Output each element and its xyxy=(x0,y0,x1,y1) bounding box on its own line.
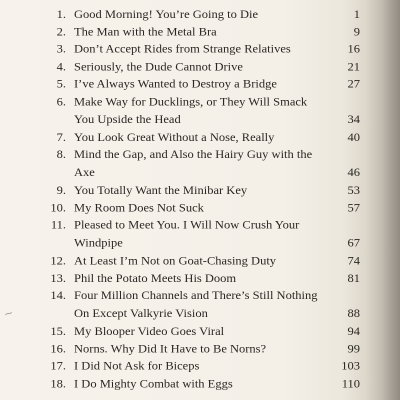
chapter-title: Phil the Potato Meets His Doom xyxy=(74,271,237,285)
chapter-page-number: 40 xyxy=(347,130,360,144)
chapter-title: I’ve Always Wanted to Destroy a Bridge xyxy=(74,77,277,91)
chapter-number: 15. xyxy=(50,325,66,338)
chapter-page-number: 53 xyxy=(347,183,360,197)
toc-entry xyxy=(0,252,400,270)
toc-entry xyxy=(0,75,400,93)
chapter-page-number: 94 xyxy=(347,325,360,338)
toc-entry xyxy=(0,375,400,393)
toc-entry xyxy=(0,92,400,128)
chapter-page-number: 110 xyxy=(341,377,360,390)
chapter-number: 10. xyxy=(50,201,66,214)
toc-entry xyxy=(0,199,400,217)
chapter-title: At Least I’m Not on Goat-Chasing Duty xyxy=(74,254,277,267)
toc-entry xyxy=(0,40,400,58)
toc-entry xyxy=(0,287,400,323)
toc-entry xyxy=(0,357,400,375)
chapter-title: You Look Great Without a Nose, Really xyxy=(74,130,275,144)
chapter-number: 6. xyxy=(56,95,66,108)
chapter-number: 3. xyxy=(56,42,66,56)
chapter-page-number: 1 xyxy=(353,8,360,21)
chapter-title: Seriously, the Dude Cannot Drive xyxy=(74,60,243,73)
toc-entry xyxy=(0,322,400,340)
chapter-number: 18. xyxy=(50,377,66,390)
chapter-number: 2. xyxy=(56,25,66,38)
toc-entry xyxy=(0,128,400,146)
chapter-title: Don’t Accept Rides from Strange Relatives xyxy=(74,42,291,56)
chapter-number: 13. xyxy=(50,271,66,285)
chapter-title: I Did Not Ask for Biceps xyxy=(74,359,200,373)
chapter-page-number: 9 xyxy=(353,25,360,38)
chapter-number: 12. xyxy=(50,254,66,267)
chapter-number: 16. xyxy=(50,342,66,355)
chapter-title: You Totally Want the Minibar Key xyxy=(74,183,248,197)
chapter-number: 11. xyxy=(50,218,66,232)
chapter-number: 8. xyxy=(56,148,66,161)
chapter-title: My Room Does Not Suck xyxy=(74,201,204,214)
toc-entry xyxy=(0,146,400,182)
chapter-title: Four Million Channels and There’s Still Nothing On Except Valkyrie Vision xyxy=(74,289,318,320)
chapter-page-number: 57 xyxy=(347,201,360,214)
chapter-page-number: 81 xyxy=(347,271,360,285)
toc-entry xyxy=(0,5,400,23)
chapter-page-number: 16 xyxy=(347,42,360,56)
chapter-title: Pleased to Meet You. I Will Now Crush Your Windpipe xyxy=(74,218,300,250)
chapter-page-number: 67 xyxy=(347,236,360,250)
chapter-title: Make Way for Ducklings, or They Will Smack You Upside the Head xyxy=(74,95,308,126)
chapter-page-number: 74 xyxy=(347,254,360,267)
chapter-title: Good Morning! You’re Going to Die xyxy=(74,8,259,21)
chapter-title: Norns. Why Did It Have to Be Norns? xyxy=(74,342,267,355)
chapter-title: Mind the Gap, and Also the Hairy Guy with the Axe xyxy=(74,148,313,179)
chapter-page-number: 46 xyxy=(347,166,360,179)
toc-entry xyxy=(0,269,400,287)
chapter-title: I Do Mighty Combat with Eggs xyxy=(74,377,233,390)
chapter-title: My Blooper Video Goes Viral xyxy=(74,325,225,338)
toc-entry xyxy=(0,23,400,41)
chapter-number: 17. xyxy=(50,359,66,373)
chapter-page-number: 103 xyxy=(341,359,360,373)
chapter-page-number: 34 xyxy=(347,112,360,126)
toc-entry xyxy=(0,340,400,358)
chapter-number: 9. xyxy=(56,183,66,197)
chapter-number: 14. xyxy=(50,289,66,302)
chapter-page-number: 27 xyxy=(347,77,360,91)
pencil-mark: ~ xyxy=(2,305,16,322)
chapter-page-number: 21 xyxy=(347,60,360,73)
toc-entry xyxy=(0,58,400,76)
chapter-number: 4. xyxy=(56,60,66,73)
toc-entry xyxy=(0,181,400,199)
chapter-number: 7. xyxy=(56,130,66,144)
chapter-title: The Man with the Metal Bra xyxy=(74,25,217,38)
chapter-page-number: 88 xyxy=(347,307,360,320)
chapter-page-number: 99 xyxy=(347,342,360,355)
chapter-number: 1. xyxy=(56,8,66,21)
toc-entry xyxy=(0,216,400,252)
chapter-number: 5. xyxy=(56,77,66,91)
